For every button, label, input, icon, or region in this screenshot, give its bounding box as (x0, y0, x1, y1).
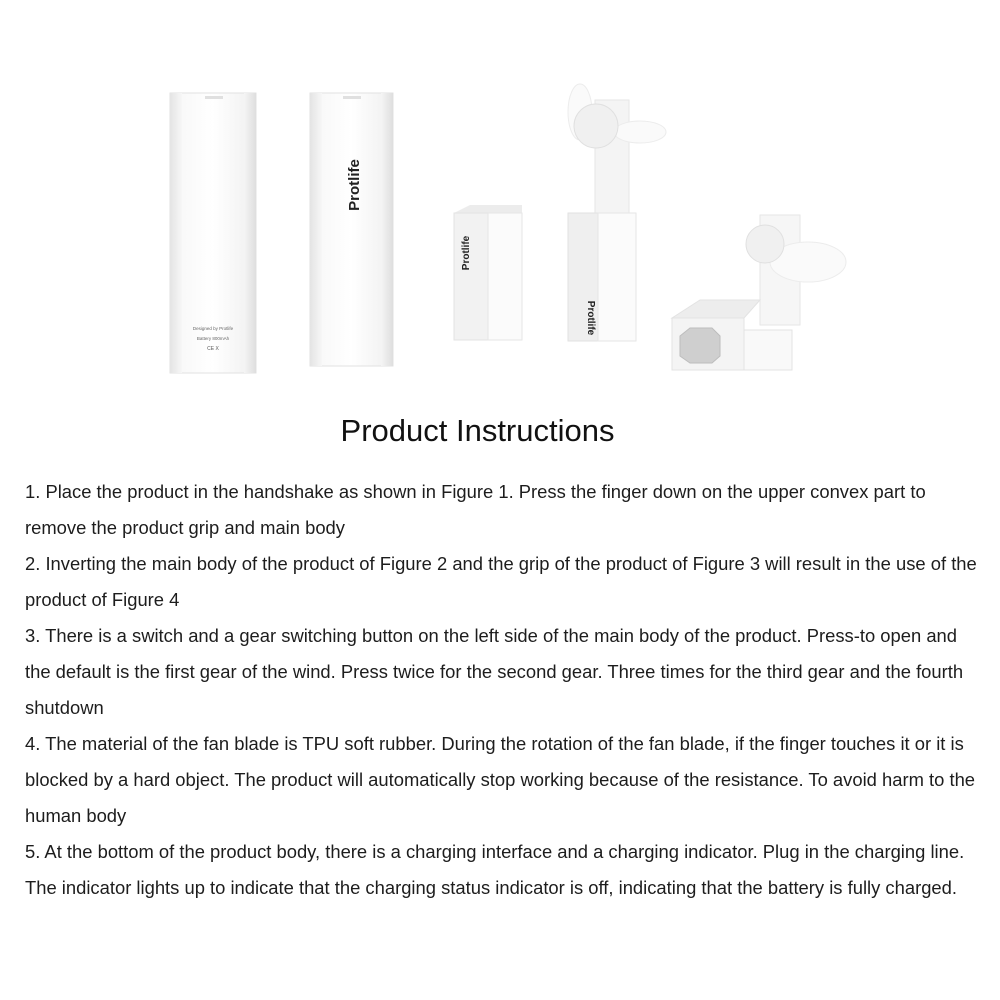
figure-3-grip (454, 205, 522, 340)
instruction-item: 3. There is a switch and a gear switching button on the left side of the main body of the product. Press-to open and the default is the first gear of the wind. Press twice for the second gear. Three times for the third gear and the fourth shutdown (25, 625, 964, 718)
fan-hub-2 (746, 225, 784, 263)
device-label-line-3: CE X (207, 346, 219, 352)
product-figures (0, 0, 1000, 400)
brand-logo-fig3: Protlife (461, 235, 472, 271)
device-label-line-2: Battery 800mAh (196, 336, 230, 341)
instruction-item: 4. The material of the fan blade is TPU soft rubber. During the rotation of the fan blade, if the finger touches it or it is blocked by a hard object. The product will automatically stop working because of the resistance. To avoid harm to the human body (25, 733, 976, 826)
figure-4-standing-fan (568, 84, 666, 341)
instruction-item: 5. At the bottom of the product body, there is a charging interface and a charging indicator. Plug in the charging line. The indicator lights up to indicate that the charging status indicator is off, indicating that the battery is fully charged. (25, 841, 965, 898)
fan-hub-1 (574, 104, 618, 148)
figure-4-lying-fan (672, 215, 846, 370)
instruction-item: 1. Place the product in the handshake as shown in Figure 1. Press the finger down on the upper convex part to remove the product grip and main body (25, 481, 926, 538)
brand-logo-fig4: Protlife (585, 300, 596, 336)
device-label-line-1: Designed by Protlife (192, 326, 234, 331)
instructions-list (25, 474, 980, 906)
page-title: Product Instructions (340, 413, 615, 448)
instruction-item: 2. Inverting the main body of the product of Figure 2 and the grip of the product of Figure 3 will result in the use of the product of Figure 4 (25, 553, 977, 610)
fan-blade-upper-2 (614, 121, 666, 143)
brand-logo-fig2: Protlife (346, 159, 363, 211)
figure-1-device-back (170, 93, 256, 373)
figure-2-device-front (310, 93, 393, 366)
